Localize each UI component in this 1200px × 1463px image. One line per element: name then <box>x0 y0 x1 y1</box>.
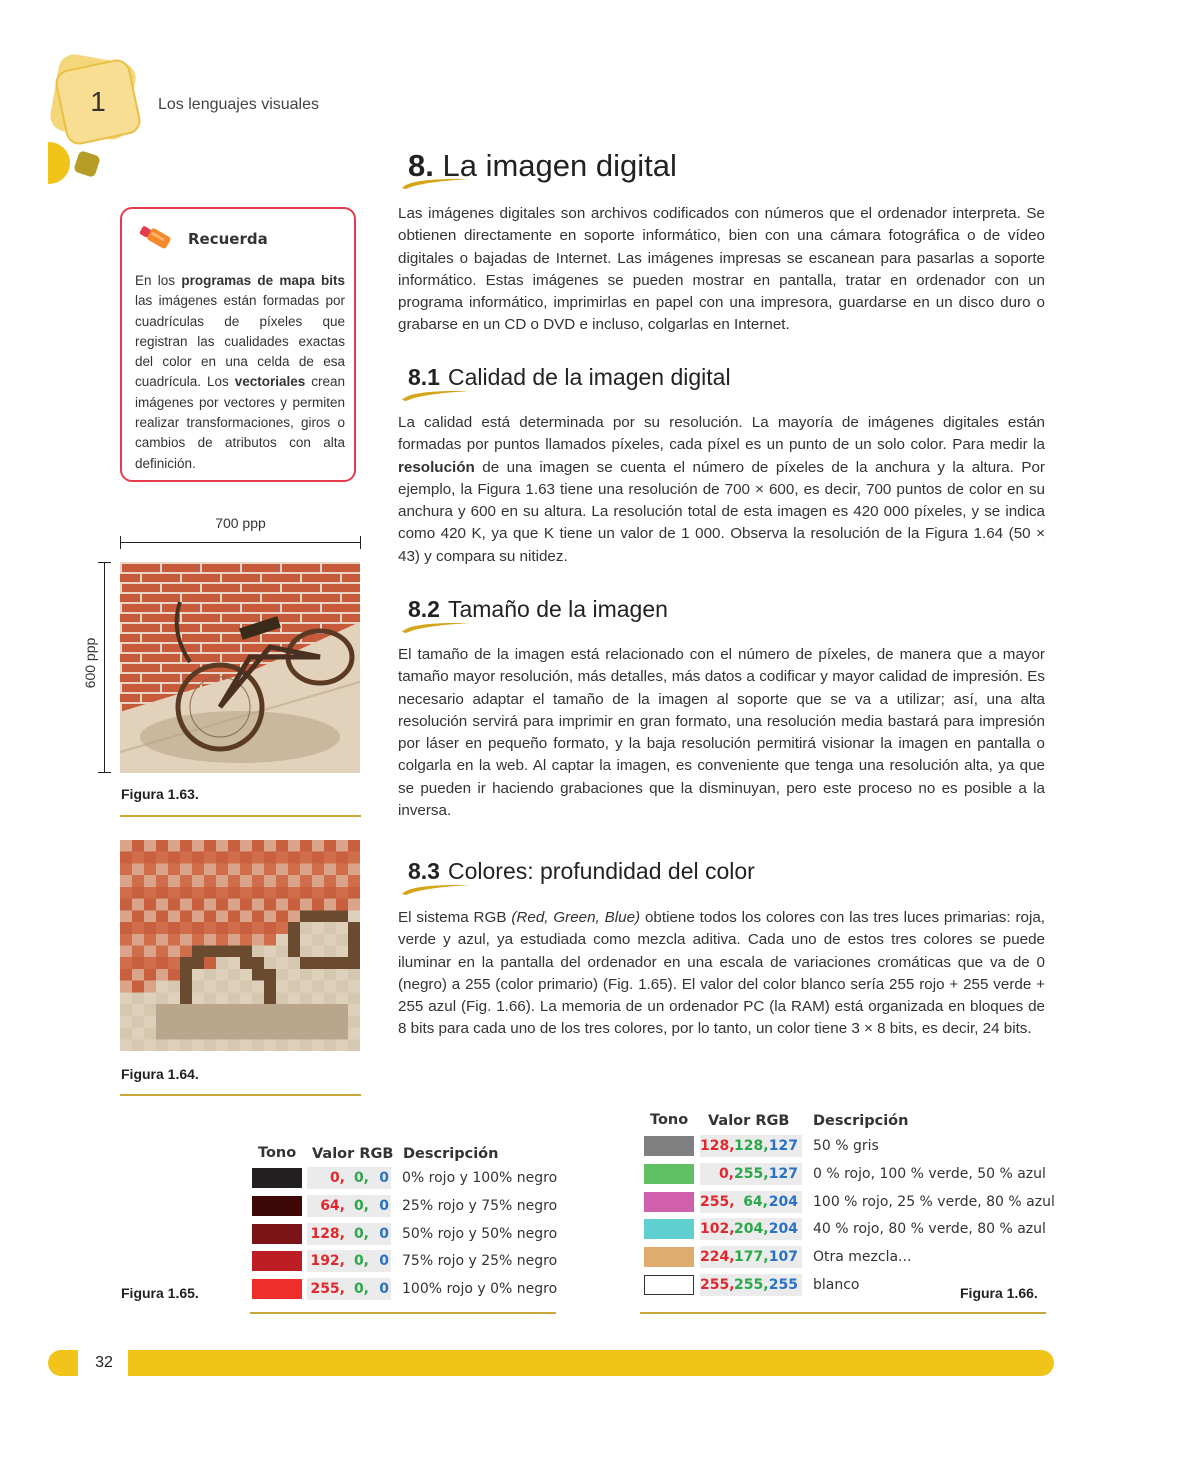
rgb-g: 0, <box>353 1225 369 1242</box>
rgb-g: 255, <box>734 1277 769 1293</box>
rgb-g: 177, <box>734 1249 769 1266</box>
rgb-value <box>700 1135 802 1157</box>
rgb-value <box>307 1250 391 1272</box>
table-166-header-valor: Valor RGB <box>708 1113 790 1129</box>
rgb-r: 255, <box>310 1281 345 1298</box>
width-tick-left <box>120 536 121 549</box>
rgb-b: 107 <box>768 1249 798 1266</box>
rgb-g: 0, <box>353 1253 369 1270</box>
table-165-header-valor: Valor RGB <box>312 1146 394 1162</box>
figure-163-photo <box>120 562 360 773</box>
rgb-r: 0, <box>718 1165 734 1182</box>
height-label: 600 ppp <box>82 637 98 689</box>
rgb-b: 255 <box>768 1277 798 1293</box>
figure-166-rule <box>640 1312 1046 1314</box>
width-dimension-line <box>120 542 361 543</box>
rgb-g: 255, <box>734 1165 769 1182</box>
color-description: 100 % rojo, 25 % verde, 80 % azul <box>813 1193 1055 1210</box>
color-swatch <box>252 1168 302 1188</box>
color-swatch <box>644 1275 694 1295</box>
figure-164-caption: Figura 1.64. <box>121 1066 199 1082</box>
color-description: 25% rojo y 75% negro <box>402 1197 558 1214</box>
rgb-r: 224, <box>700 1249 735 1266</box>
width-tick-right <box>360 536 361 549</box>
color-description: 50% rojo y 50% negro <box>402 1225 558 1242</box>
heading-swoosh-icon <box>400 388 472 402</box>
recuerda-text: En los programas de mapa bits las imágenes están formadas por cuadrículas de píxeles que registran las cualidades exactas del color en una celda de esa cuadrícula. Los vectoriales crean imágenes por vectores y permiten realizar transformaciones, giros o cambios de atributos con alta definición. <box>135 273 345 471</box>
heading-swoosh-icon <box>400 620 472 634</box>
rgb-b: 0 <box>379 1170 389 1186</box>
figure-164-rule <box>120 1094 361 1096</box>
figure-165-rule <box>250 1312 556 1314</box>
rgb-value <box>700 1274 802 1296</box>
table-166-header-tono: Tono <box>650 1112 689 1128</box>
color-swatch <box>252 1251 302 1271</box>
rgb-b: 204 <box>768 1221 798 1238</box>
rgb-b: 127 <box>768 1138 798 1154</box>
rgb-value <box>700 1163 802 1185</box>
rgb-g: 0, <box>353 1281 369 1298</box>
rgb-r: 128, <box>700 1138 735 1154</box>
color-description: 0 % rojo, 100 % verde, 50 % azul <box>813 1165 1046 1182</box>
rgb-g: 204, <box>734 1221 769 1238</box>
decor-blob-yellow <box>48 142 70 184</box>
section-8-2-heading: 8.2 Tamaño de la imagen <box>408 596 668 622</box>
rgb-b: 0 <box>379 1225 389 1242</box>
color-description: 40 % rojo, 80 % verde, 80 % azul <box>813 1221 1046 1238</box>
rgb-r: 102, <box>700 1221 735 1238</box>
rgb-r: 128, <box>310 1225 345 1242</box>
table-166-header-desc: Descripción <box>813 1113 909 1129</box>
section-8-3-text: El sistema RGB (Red, Green, Blue) obtiene todos los colores con las tres luces primarias: roja, verde y azul, ya estudiada como mezcla aditiva. Cada uno de estos tres colores se puede iluminar en la pantalla del ordenador en una escala de variaciones cromáticas que va de 0 (negro) a 255 (color primario) (Fig. 1.65). El valor del color blanco sería 255 rojo + 255 verde + 255 azul (Fig. 1.66). La memoria de un ordenador PC (la RAM) está organizada en bloques de 8 bits para cada uno de los tres colores, por lo tanto, un color tiene 3 × 8 bits, es decir, 24 bits. <box>398 909 1046 1038</box>
rgb-r: 255, <box>700 1193 735 1210</box>
color-description: blanco <box>813 1277 860 1293</box>
table-165-header-desc: Descripción <box>403 1146 499 1162</box>
figure-163-caption: Figura 1.63. <box>121 786 199 802</box>
rgb-value <box>307 1223 391 1245</box>
rgb-r: 255, <box>700 1277 735 1293</box>
decor-blob-olive <box>73 150 101 178</box>
rgb-b: 0 <box>379 1281 389 1298</box>
chapter-title: Los lenguajes visuales <box>158 96 319 113</box>
figure-163-rule <box>120 815 361 817</box>
height-tick-bottom <box>98 772 111 773</box>
rgb-g: 0, <box>353 1170 369 1186</box>
rgb-g: 64, <box>743 1193 768 1210</box>
heading-swoosh-icon <box>400 176 472 190</box>
rgb-b: 127 <box>768 1165 798 1182</box>
rgb-value <box>700 1246 802 1268</box>
height-dimension-line <box>104 562 105 773</box>
section-8-2-text: El tamaño de la imagen está relacionado con el número de píxeles, de manera que a mayor tamaño mayor resolución, más detalles, más datos a codificar y mayor calidad de impresión. Es necesario adaptar el tamaño de la imagen al soporte que se va a utilizar; así, una alta resolución servirá para imprimir en gran formato, una resolución media bastará para impresión por láser en pequeño formato, y la baja resolución permitirá visionar la imagen en pantalla o colgarla en la web. Al captar la imagen, es conveniente que tenga una resolución alta, ya que se pueden ir haciendo grabaciones que la disminuyan, pero este proceso no es posible a la inversa. <box>398 646 1045 820</box>
section-8-3-heading: 8.3 Colores: profundidad del color <box>408 858 755 884</box>
color-swatch <box>644 1219 694 1239</box>
figure-164-photo <box>120 840 360 1051</box>
rgb-r: 192, <box>310 1253 345 1270</box>
rgb-value <box>700 1191 802 1213</box>
rgb-b: 0 <box>379 1197 389 1214</box>
table-165-header-tono: Tono <box>258 1145 297 1161</box>
color-swatch <box>252 1279 302 1299</box>
width-label: 700 ppp <box>215 515 266 531</box>
figure-166-caption: Figura 1.66. <box>960 1285 1038 1301</box>
color-description: 50 % gris <box>813 1138 879 1154</box>
rgb-value <box>700 1218 802 1240</box>
color-description: 75% rojo y 25% negro <box>402 1253 558 1270</box>
section-8-heading: 8. La imagen digital <box>408 148 677 183</box>
recuerda-title: Recuerda <box>188 230 268 248</box>
section-8-1-text: La calidad está determinada por su resolución. La mayoría de imágenes digitales están formadas por puntos llamados píxeles, cada píxel es un punto de un solo color. Para medir la resolución de una imagen se cuenta el número de píxeles de la anchura y la altura. Por ejemplo, la Figura 1.63 tiene una resolución de 700 × 600, es decir, 700 puntos de color en su anchura y 600 en su altura. La resolución total de esta imagen es 420 000 píxeles, y se indica como 420 K, ya que K tiene un valor de 1 000. Observa la resolución de la Figura 1.64 (50 × 43) y compara su nitidez. <box>398 414 1045 565</box>
color-description: 0% rojo y 100% negro <box>402 1170 558 1186</box>
figure-165-caption: Figura 1.65. <box>121 1285 199 1301</box>
color-swatch <box>644 1247 694 1267</box>
rgb-value <box>307 1167 391 1189</box>
color-swatch <box>252 1196 302 1216</box>
color-swatch <box>644 1164 694 1184</box>
height-tick-top <box>98 562 111 563</box>
heading-swoosh-icon <box>400 882 472 896</box>
rgb-g: 128, <box>734 1138 769 1154</box>
color-swatch <box>644 1192 694 1212</box>
rgb-g: 0, <box>353 1197 369 1214</box>
section-8-1-heading: 8.1 Calidad de la imagen digital <box>408 364 731 390</box>
color-swatch <box>644 1136 694 1156</box>
rgb-b: 204 <box>768 1193 798 1210</box>
chapter-number: 1 <box>90 86 106 117</box>
page-number: 32 <box>95 1354 113 1371</box>
rgb-value <box>307 1195 391 1217</box>
rgb-r: 0, <box>329 1170 345 1186</box>
section-8-text: Las imágenes digitales son archivos codificados con números que el ordenador interpreta. Se obtienen directamente en soporte informático, bien con una cámara fotográfica o de vídeo digitales o bajadas de Internet. Las imágenes impresas se escanean para pasarlas a soporte informático. Estas imágenes se pueden mostrar en pantalla, tratar en ordenador con un programa informático, imprimirlas en papel con una impresora, guardarse en un disco duro o grabarse en un CD o DVD e incluso, colgarlas en Internet. <box>398 205 1045 334</box>
rgb-value <box>307 1278 391 1300</box>
rgb-r: 64, <box>320 1197 345 1214</box>
rgb-b: 0 <box>379 1253 389 1270</box>
color-description: Otra mezcla... <box>813 1249 912 1266</box>
marker-icon <box>138 226 172 250</box>
color-description: 100% rojo y 0% negro <box>402 1281 558 1298</box>
footer-bar <box>128 1350 1054 1376</box>
color-swatch <box>252 1224 302 1244</box>
footer-bar-left <box>48 1350 78 1376</box>
